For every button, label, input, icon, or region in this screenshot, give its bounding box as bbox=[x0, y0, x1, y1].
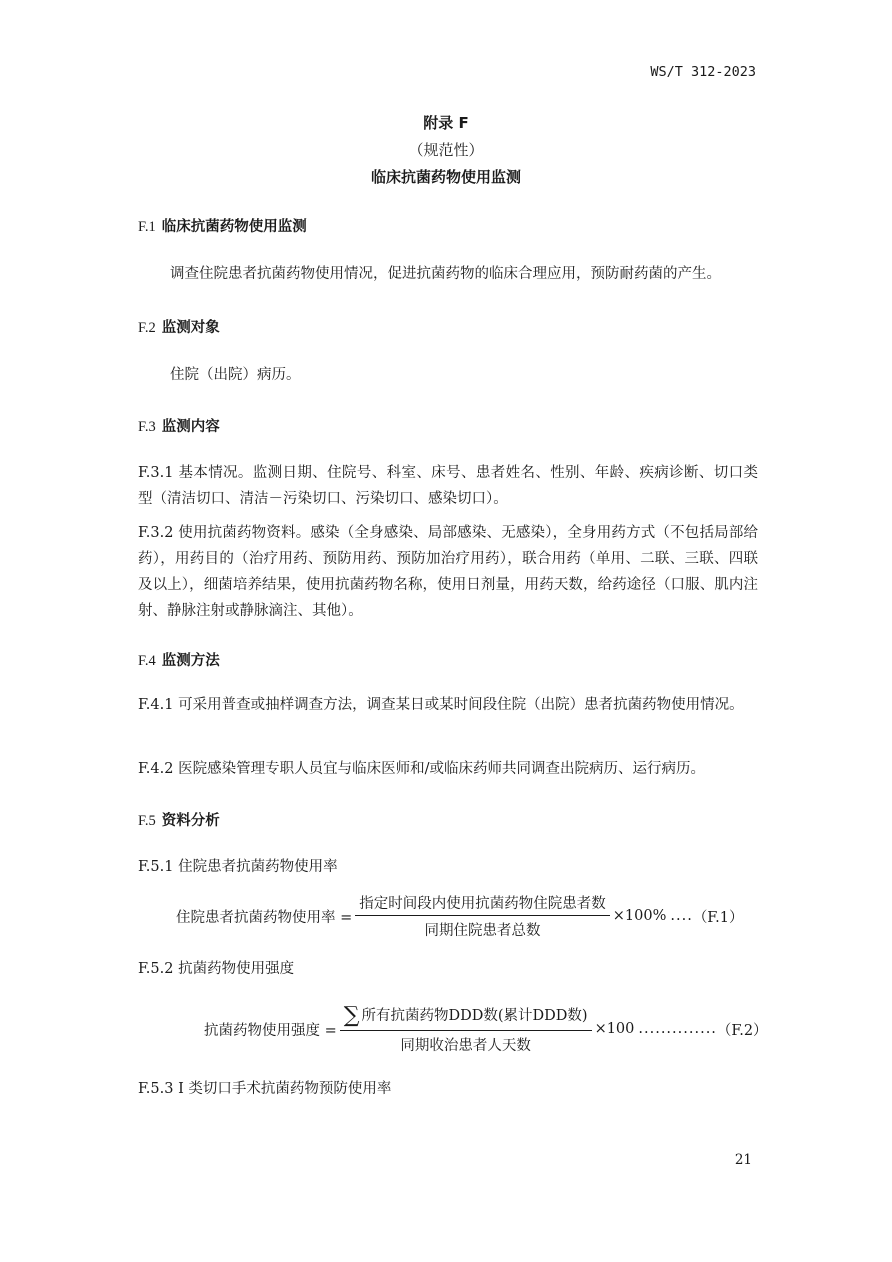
section-number: F.3 bbox=[138, 419, 156, 435]
section-f1-heading bbox=[138, 215, 307, 236]
section-number: F.5 bbox=[138, 813, 156, 829]
section-number: F.4 bbox=[138, 653, 156, 669]
appendix-title: 临床抗菌药物使用监测 bbox=[370, 168, 521, 186]
appendix-label: 附录 F bbox=[423, 114, 469, 132]
formula-leader-dots: .............. bbox=[638, 1021, 717, 1037]
section-title: 监测方法 bbox=[161, 653, 220, 669]
formula-lhs: 抗菌药物使用强度 = bbox=[204, 1022, 337, 1039]
section-number: F.2 bbox=[138, 320, 156, 336]
section-number: F.1 bbox=[138, 219, 156, 235]
formula-reference: （F.2） bbox=[716, 1022, 768, 1039]
section-title: 监测对象 bbox=[161, 320, 220, 336]
formula-numerator-text: 所有抗菌药物DDD数(累计DDD数) bbox=[361, 1008, 588, 1024]
formula-leader-dots: .... bbox=[670, 908, 693, 924]
section-title: 资料分析 bbox=[161, 813, 220, 829]
formula-fraction bbox=[355, 892, 610, 940]
clause-f31: F.3.1 基本情况。监测日期、住院号、科室、床号、患者姓名、性别、年龄、疾病诊断、切口类型（清洁切口、清洁－污染切口、污染切口、感染切口）。 bbox=[138, 465, 758, 507]
clause-f42: F.4.2 医院感染管理专职人员宜与临床医师和/或临床药师共同调查出院病历、运行病历。 bbox=[138, 761, 705, 777]
formula-numerator: 指定时间段内使用抗菌药物住院患者数 bbox=[355, 892, 610, 916]
formula-f2 bbox=[204, 1003, 768, 1055]
clause-f51: F.5.1 住院患者抗菌药物使用率 bbox=[138, 859, 338, 875]
formula-multiplier: ×100 bbox=[594, 1021, 635, 1037]
clause-f41: F.4.1 可采用普查或抽样调查方法，调查某日或某时间段住院（出院）患者抗菌药物使用情况。 bbox=[138, 697, 744, 713]
section-f2-heading bbox=[138, 316, 220, 337]
appendix-nature: （规范性） bbox=[408, 141, 484, 159]
formula-lhs: 住院患者抗菌药物使用率 = bbox=[176, 909, 353, 926]
formula-fraction bbox=[340, 1003, 592, 1055]
section-f1-text: 调查住院患者抗菌药物使用情况，促进抗菌药物的临床合理应用，预防耐药菌的产生。 bbox=[170, 266, 721, 282]
section-f4-heading bbox=[138, 649, 220, 670]
section-f3-heading bbox=[138, 415, 220, 436]
section-title: 临床抗菌药物使用监测 bbox=[161, 219, 307, 235]
section-f2-text: 住院（出院）病历。 bbox=[170, 367, 301, 383]
clause-f53: F.5.3 I 类切口手术抗菌药物预防使用率 bbox=[138, 1081, 392, 1097]
standard-code: WS/T 312-2023 bbox=[650, 64, 756, 80]
formula-denominator: 同期收治患者人天数 bbox=[400, 1038, 531, 1054]
clause-f32: F.3.2 使用抗菌药物资料。感染（全身感染、局部感染、无感染），全身用药方式（不包括局部给药），用药目的（治疗用药、预防用药、预防加治疗用药），联合用药（单用、二联、三联、四联及以上），细菌培养结果，使用抗菌药物名称，使用日剂量，用药天数，给药途径（口服、肌内注射、静脉注射或静脉滴注、其他）。 bbox=[138, 525, 758, 619]
formula-f1 bbox=[176, 892, 743, 940]
section-title: 监测内容 bbox=[161, 419, 220, 435]
formula-numerator bbox=[340, 1003, 592, 1031]
clause-f52: F.5.2 抗菌药物使用强度 bbox=[138, 961, 295, 977]
formula-multiplier: ×100% bbox=[612, 908, 667, 924]
formula-reference: （F.1） bbox=[692, 909, 744, 926]
page-number: 21 bbox=[734, 1152, 752, 1168]
summation-symbol: ∑ bbox=[343, 1003, 360, 1028]
formula-denominator: 同期住院患者总数 bbox=[424, 923, 541, 939]
section-f5-heading bbox=[138, 809, 220, 830]
